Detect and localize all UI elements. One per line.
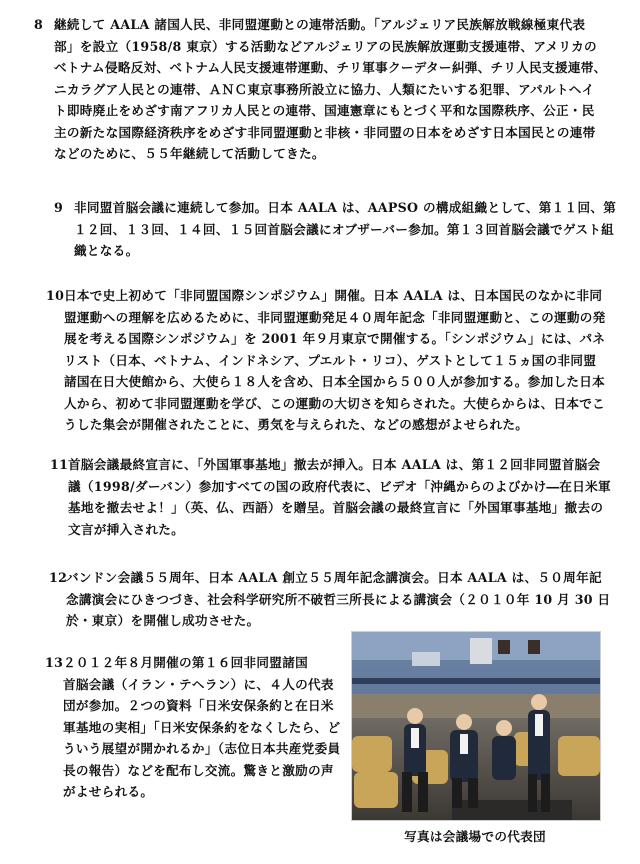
list-item-8	[34, 14, 607, 165]
item-line: １２回、１３回、１４回、１５回首脳会議にオブザーバー参加。第１３回首脳会議でゲスト組	[74, 221, 615, 237]
item-line: バンドン会議５５周年、日本 AALA 創立５５周年記念講演会。日本 AALA は、５０周年記	[66, 570, 602, 585]
item-line: 首脳会議最終宣言に、「外国軍事基地」撤去が挿入。日本 AALA は、第１２回非同盟首脳会	[68, 457, 601, 472]
item-line: 織となる。	[74, 243, 139, 258]
item-line: ういう展望が開かれるか」（志位日本共産党委員	[63, 741, 341, 756]
item-line: 継続して AALA 諸国人民、非同盟運動との連帯活動。「アルジェリア民族解放戦線極東代表	[54, 17, 586, 32]
conference-photo	[351, 631, 601, 821]
item-line: 盟運動への理解を広めるために、非同盟運動発足４０周年記念「非同盟運動と、この運動の発	[64, 309, 606, 325]
item-line: 軍基地の実相」「日米安保条約をなくしたら、ど	[63, 719, 341, 735]
item-line: うした集会が開催されたことに、勇気を与えられた、などの感想がよせられた。	[64, 417, 529, 432]
item-line: ２０１２年８月開催の第１６回非同盟諸国	[63, 655, 308, 670]
item-line: 人から、初めて非同盟運動を学び、この運動の大切さを知らされた。大使らからは、日本でこ	[64, 395, 606, 411]
item-line: 長の報告）などを配布し交流。驚きと激励の声	[63, 762, 334, 778]
item-line: 部」を設立（1958/8 東京）する活動などアルジェリアの民族解放運動支援連帯、アメリカの	[54, 38, 597, 54]
item-line: 主の新たな国際経済秩序をめざす非同盟運動と非核・非同盟の日本をめざす日本国民との連帯	[54, 124, 596, 140]
item-line: 非同盟首脳会議に連続して参加。日本 AALA は、AAPSO の構成組織として、第１１回、第	[74, 200, 617, 215]
item-line: ベトナム侵略反対、ベトナム人民支援連帯運動、チリ軍事クーデター糾弾、チリ人民支援連帯、	[54, 60, 607, 75]
item-number: 10	[46, 288, 65, 303]
item-number: 8	[34, 17, 44, 32]
item-line: などのために、５５年継続して活動してきた。	[54, 146, 325, 161]
list-item-12	[49, 567, 611, 632]
item-line: ト即時廃止をめざす南アフリカ人民との連帯、国連憲章にもとづく平和な国際秩序、公正・民	[54, 103, 595, 118]
item-line: がよせられる。	[63, 784, 154, 799]
item-number: 11	[50, 457, 69, 472]
photo-caption: 写真は会議場での代表団	[404, 829, 546, 844]
item-line: 念講演会にひきつづき、社会科学研究所不破哲三所長による講演会（２０１０年 10 月 30 日	[66, 591, 611, 607]
list-item-9	[54, 197, 617, 262]
list-item-11	[50, 454, 611, 540]
item-number: 9	[54, 200, 64, 215]
item-number: 12	[49, 570, 68, 585]
item-line: ニカラグア人民との連帯、ＡＮＣ東京事務所設立に協力、人類にたいする犯罪、アパルトヘイ	[54, 81, 595, 97]
item-line: 首脳会議（イラン・テヘラン）に、４人の代表	[63, 676, 334, 692]
item-line: 日本で史上初めて「非同盟国際シンポジウム」開催。日本 AALA は、日本国民のなかに非同	[64, 288, 603, 303]
item-number: 13	[45, 655, 64, 670]
item-line: 於・東京）を開催し成功させた。	[66, 613, 260, 628]
item-line: 議（1998/ダーバン）参加すべての国の政府代表に、ビデオ「沖縄からのよびかけ―在日米軍	[68, 478, 611, 494]
item-line: 展を考える国際シンポジウム」を 2001 年９月東京で開催する。「シンポジウム」には、パネ	[64, 331, 606, 346]
item-line: 諸国在日大使館から、大使ら１８人を含め、日本全国から５００人が参加する。参加した日本	[64, 374, 606, 389]
list-item-13	[45, 652, 341, 803]
item-line: 団が参加。２つの資料「日米安保条約と在日米	[63, 698, 334, 713]
item-line: 基地を撤去せよ！」（英、仏、西語）を贈呈。首脳会議の最終宣言に「外国軍事基地」撤去の	[68, 500, 604, 515]
item-line: リスト（日本、ベトナム、インドネシア、プエルト・リコ）、ゲストとして１５ヵ国の非同盟	[64, 352, 597, 368]
item-line: 文言が挿入された。	[68, 521, 185, 537]
list-item-10	[46, 285, 606, 436]
